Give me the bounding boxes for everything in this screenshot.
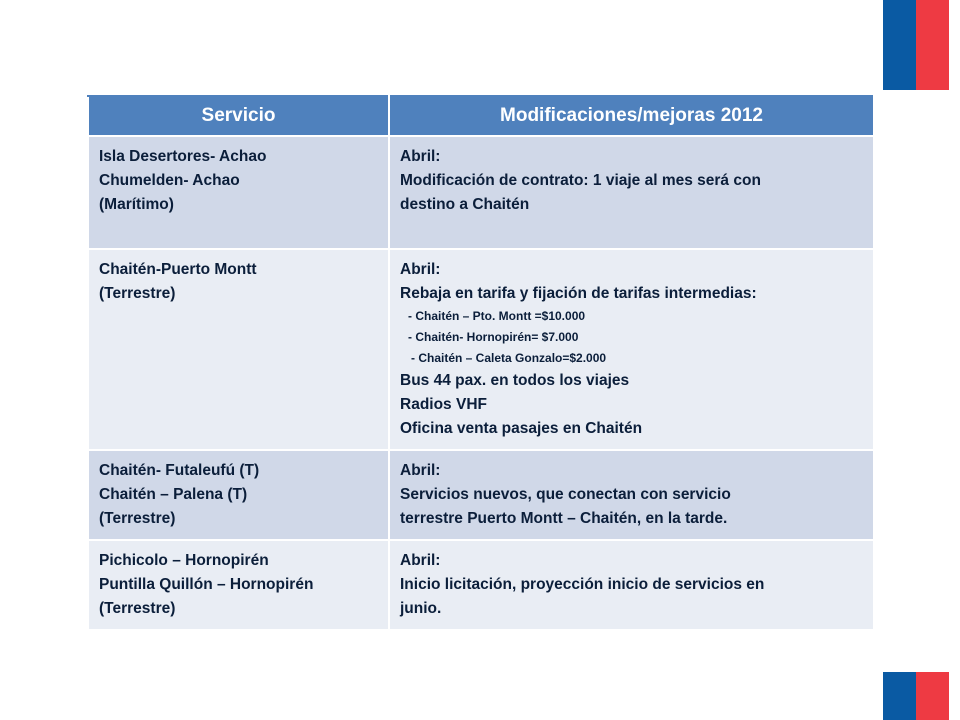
servicio-line: Chumelden- Achao [99,172,240,189]
flag-red-band [916,672,949,720]
servicio-line: (Terrestre) [99,510,176,527]
column-header-servicio: Servicio [88,96,389,136]
table-row [88,540,874,630]
servicio-line: Puntilla Quillón – Hornopirén [99,576,314,593]
servicio-line: Chaitén – Palena (T) [99,486,248,503]
servicio-cell [88,249,389,450]
modificacion-line: Modificación de contrato: 1 viaje al mes será con [400,172,761,189]
modificaciones-cell [389,249,874,450]
modificacion-line: terrestre Puerto Montt – Chaitén, en la tarde. [400,510,728,527]
servicio-cell [88,450,389,540]
chile-flag-stripe-bottom [883,672,949,720]
modificacion-line: junio. [400,600,442,617]
table-header-row [88,96,874,136]
modificaciones-cell [389,136,874,249]
modificaciones-cell [389,540,874,630]
month-label: Abril: [400,261,441,278]
column-header-modificaciones: Modificaciones/mejoras 2012 [389,96,874,136]
modificacion-line: destino a Chaitén [400,196,530,213]
servicio-line: Chaitén-Puerto Montt [99,261,257,278]
modificacion-line: Servicios nuevos, que conectan con servicio [400,486,731,503]
servicio-line: Isla Desertores- Achao [99,148,267,165]
flag-red-band [916,0,949,90]
servicio-line: Pichicolo – Hornopirén [99,552,269,569]
tarifa-subline: - Chaitén – Pto. Montt =$10.000 [408,309,586,323]
flag-blue-band [883,0,916,90]
servicio-line: (Marítimo) [99,196,174,213]
month-label: Abril: [400,462,441,479]
modificacion-line: Oficina venta pasajes en Chaitén [400,420,643,437]
modificaciones-cell [389,450,874,540]
table-row [88,136,874,249]
servicio-line: (Terrestre) [99,285,176,302]
modificacion-line: Rebaja en tarifa y fijación de tarifas intermedias: [400,285,757,302]
month-label: Abril: [400,148,441,165]
table-row [88,249,874,450]
table-row [88,450,874,540]
servicio-cell [88,540,389,630]
servicio-line: Chaitén- Futaleufú (T) [99,462,260,479]
servicio-cell [88,136,389,249]
flag-blue-band [883,672,916,720]
tarifa-subline: - Chaitén – Caleta Gonzalo=$2.000 [411,351,607,365]
servicio-line: (Terrestre) [99,600,176,617]
tarifa-subline: - Chaitén- Hornopirén= $7.000 [408,330,579,344]
month-label: Abril: [400,552,441,569]
services-table [87,95,875,631]
modificacion-line: Bus 44 pax. en todos los viajes [400,372,630,389]
chile-flag-stripe-top [883,0,949,90]
modificacion-line: Radios VHF [400,396,487,413]
modificacion-line: Inicio licitación, proyección inicio de servicios en [400,576,765,593]
